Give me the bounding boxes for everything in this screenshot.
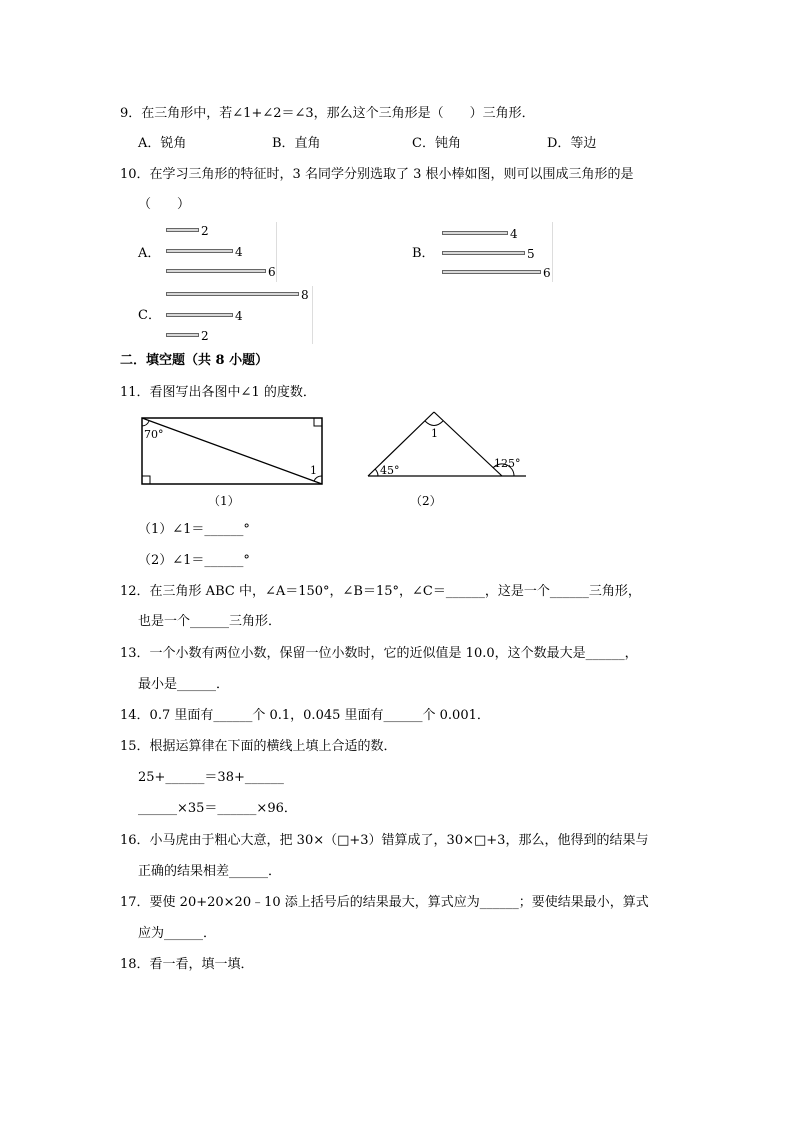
- q10-option-a-label: A．: [138, 246, 161, 261]
- q18-text: 看一看，填一填．: [149, 957, 254, 972]
- stick-length-label: 6: [268, 265, 276, 279]
- q10-text: 在学习三角形的特征时，3 名同学分别选取了 3 根小棒如图，则可以围成三角形的是: [149, 167, 634, 182]
- right-angle-mark: [142, 476, 150, 484]
- q13-number: 13．: [120, 646, 150, 661]
- angle-125-label: 125°: [494, 457, 521, 470]
- q15-equation-1: 25+______＝38+______: [138, 770, 284, 785]
- stick-long: [166, 269, 266, 273]
- stick-5: [442, 251, 525, 255]
- q16-number: 16．: [120, 833, 150, 848]
- q16-text-1: 小马虎由于粗心大意，把 30×（□+3）错算成了，30×□+3，那么，他得到的结果与: [149, 833, 649, 848]
- q16-line-1: [120, 833, 648, 849]
- q17-line-2: 应为______．: [138, 926, 217, 941]
- stick-8: [166, 292, 299, 296]
- q15-line: [120, 739, 397, 755]
- q11-figure-1: [136, 412, 332, 492]
- diagonal-line: [142, 418, 322, 484]
- q9-option-c: C．钝角: [412, 136, 461, 151]
- q14-text: 0.7 里面有______个 0.1，0.045 里面有______个 0.001．: [149, 708, 490, 723]
- angle-1-label: 1: [310, 464, 317, 477]
- q11-figure-2: [362, 406, 530, 486]
- q18-number: 18．: [120, 957, 150, 972]
- q11-answer-1: （1）∠1＝______°: [138, 522, 250, 537]
- angle-arc: [142, 421, 149, 426]
- q10-paren: （ ）: [138, 197, 191, 212]
- q12-line-1: [120, 584, 641, 600]
- q9-option-d: D．等边: [547, 136, 597, 151]
- q10-option-b-label: B．: [412, 246, 435, 261]
- q9-option-a: A．锐角: [138, 136, 187, 151]
- q12-text-1: 在三角形 ABC 中，∠A＝150°，∠B＝15°，∠C＝______，这是一个______三角形，: [149, 584, 641, 599]
- q18-line: [120, 957, 254, 973]
- triangle-left-side: [368, 412, 434, 476]
- q10-line: [120, 167, 634, 183]
- q9-text: 在三角形中，若∠1+∠2＝∠3，那么这个三角形是（ ）三角形．: [141, 106, 535, 121]
- stick-4: [442, 231, 508, 235]
- stick-short: [166, 228, 199, 232]
- q15-text: 根据运算律在下面的横线上填上合适的数．: [149, 739, 397, 754]
- angle-arc: [425, 421, 443, 426]
- q11-answer-2: （2）∠1＝______°: [138, 553, 250, 568]
- q17-line-1: [120, 895, 649, 911]
- q11-number: 11．: [120, 385, 150, 400]
- section-heading: 二．填空题（共 8 小题）: [120, 353, 269, 368]
- triangle-right-side: [434, 412, 502, 476]
- angle-45-label: 45°: [380, 464, 400, 477]
- q9-line: [120, 106, 535, 122]
- q14-line: [120, 708, 490, 724]
- right-angle-mark: [314, 418, 322, 426]
- q14-number: 14．: [120, 708, 150, 723]
- stick-length-label: 6: [543, 266, 551, 280]
- q15-number: 15．: [120, 739, 150, 754]
- q16-line-2: 正确的结果相差______．: [138, 864, 282, 879]
- stick-length-label: 2: [201, 329, 209, 343]
- stick-length-label: 4: [510, 227, 518, 241]
- q11-figure-1-caption: （1）: [208, 494, 240, 508]
- figure-border: [552, 222, 553, 282]
- stick-length-label: 4: [235, 309, 243, 323]
- q13-line-2: 最小是______．: [138, 677, 230, 692]
- q15-equation-2: ______×35＝______×96．: [138, 801, 297, 816]
- q12-number: 12．: [120, 584, 150, 599]
- stick-6: [442, 270, 541, 274]
- stick-length-label: 5: [527, 247, 535, 261]
- q17-text-1: 要使 20+20×20﹣10 添上括号后的结果最大，算式应为______；要使结果最小，算式: [149, 895, 649, 910]
- q10-number: 10．: [120, 167, 150, 182]
- q9-option-b: B．直角: [272, 136, 321, 151]
- q11-line: [120, 385, 316, 401]
- angle-1-label: 1: [431, 427, 438, 440]
- q13-line-1: [120, 646, 638, 662]
- q12-line-2: 也是一个______三角形．: [138, 614, 282, 629]
- figure-border: [276, 222, 277, 282]
- stick-medium: [166, 249, 233, 253]
- angle-arc: [375, 469, 378, 476]
- q10-option-c-label: C．: [138, 308, 161, 323]
- stick-length-label: 2: [201, 224, 209, 238]
- stick-2: [166, 333, 199, 337]
- q11-figure-2-caption: （2）: [410, 494, 442, 508]
- stick-length-label: 4: [235, 245, 243, 259]
- figure-border: [312, 286, 313, 344]
- stick-4: [166, 313, 233, 317]
- stick-length-label: 8: [301, 288, 309, 302]
- angle-70-label: 70°: [144, 428, 164, 441]
- q9-number: 9．: [120, 106, 142, 121]
- q17-number: 17．: [120, 895, 150, 910]
- q13-text-1: 一个小数有两位小数，保留一位小数时，它的近似值是 10.0，这个数最大是______，: [149, 646, 638, 661]
- q11-text: 看图写出各图中∠1 的度数．: [149, 385, 316, 400]
